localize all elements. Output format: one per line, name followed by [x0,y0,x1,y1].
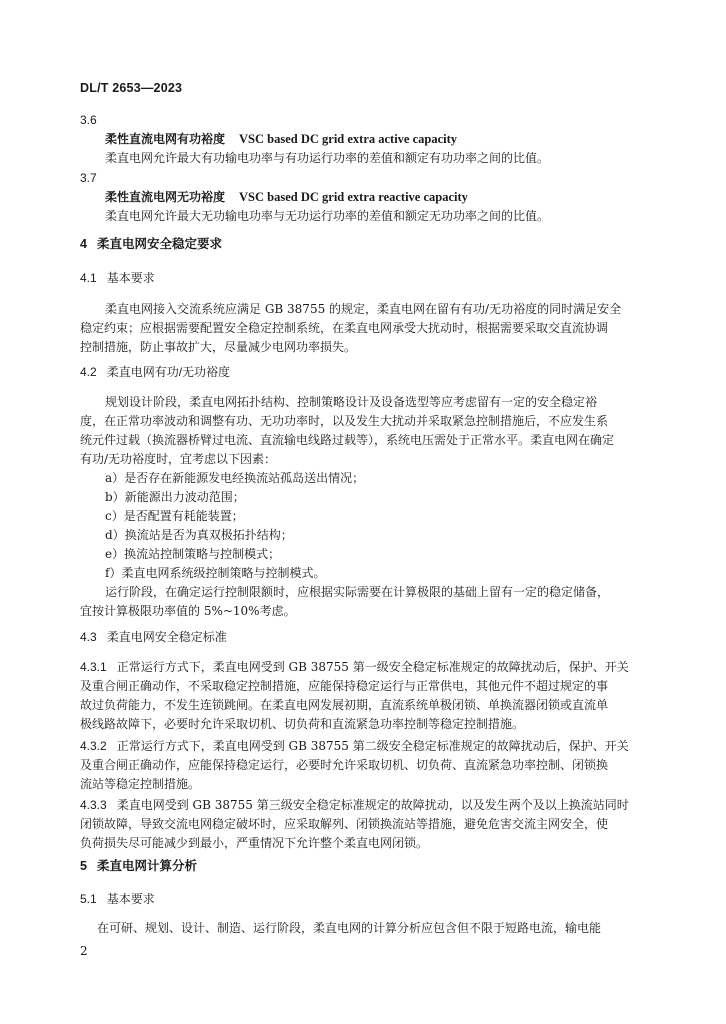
clause-3-6-number: 3.6 [80,113,97,127]
list-marker: c） [105,509,124,523]
section-4-2-heading [80,366,230,378]
section-5-number: 5 [80,859,87,873]
section-4-1-title: 基本要求 [106,271,155,285]
list-text: 是否配置有耗能装置； [123,509,244,523]
list-item [105,567,325,579]
list-text: 是否存在新能源发电经换流站孤岛送出情况； [124,471,365,485]
section-4-2-title: 柔直电网有功/无功裕度 [106,365,231,379]
section-4-2-line: 度，在正常功率波动和调整有功、无功功率时，以及发生大扰动并采取紧急控制措施后，不应发生系 [80,414,609,428]
list-text: 柔直电网系统级控制策略与控制模式。 [121,566,326,580]
clause-4-3-3-line: 负荷损失尽可能减少到最小，严重情况下允许整个柔直电网闭锁。 [80,836,429,850]
section-5-heading [80,860,197,873]
list-item [105,548,280,560]
section-4-1-line: 稳定约束；应根据需要配置安全稳定控制系统，在柔直电网承受大扰动时，根据需要采取交直流协调 [80,321,609,335]
section-4-2-line: 有功/无功裕度时，宜考虑以下因素： [80,452,277,466]
section-5-1-number: 5.1 [80,892,97,906]
clause-4-3-2-number: 4.3.2 [80,739,107,753]
section-4-heading [80,238,222,251]
term-cn-reactive-capacity: 柔性直流电网无功裕度 [105,190,226,204]
section-4-3-number: 4.3 [80,630,97,644]
clause-4-3-1-line: 极线路故障下，必要时允许采取切机、切负荷和直流紧急功率控制等稳定控制措施。 [80,717,525,731]
clause-3-7-definition: 柔直电网允许最大无功输电功率与无功运行功率的差值和额定无功功率之间的比值。 [105,209,550,223]
clause-4-3-3-text: 柔直电网受到 GB 38755 第三级安全稳定标准规定的故障扰动，以及发生两个及以上换流站同时 [116,798,629,812]
section-5-title: 柔直电网计算分析 [96,859,197,873]
list-marker: b） [105,490,125,504]
term-en-reactive-capacity: VSC based DC grid extra reactive capacity [239,190,468,204]
list-item [105,529,293,541]
clause-3-6-definition: 柔直电网允许最大有功输电功率与有功运行功率的差值和额定有功功率之间的比值。 [105,151,550,165]
section-4-3-title: 柔直电网安全稳定标准 [106,630,227,644]
list-marker: a） [105,471,125,485]
list-text: 换流站控制策略与控制模式； [124,547,281,561]
section-4-2-line: 统元件过载（换流器桥臂过电流、直流输电线路过载等），系统电压需处于正常水平。柔直电网在确定 [80,433,615,447]
section-5-1-heading [80,893,155,905]
section-5-1-line: 在可研、规划、设计、制造、运行阶段，柔直电网的计算分析应包含但不限于短路电流，输电能 [97,921,602,935]
list-marker: e） [105,547,125,561]
clause-3-6-term [105,133,457,146]
clause-4-3-2-line [80,740,629,752]
clause-4-3-2-line: 流站等稳定控制措施。 [80,777,201,791]
clause-4-3-3-line: 闭锁故障，导致交流电网稳定破坏时，应采取解列、闭锁换流站等措施，避免危害交流主网安全，使 [80,817,609,831]
term-cn-active-capacity: 柔性直流电网有功裕度 [105,132,226,146]
section-4-2-line: 规划设计阶段，柔直电网拓扑结构、控制策略设计及设备选型等应考虑留有一定的安全稳定裕 [105,395,598,409]
list-item [105,510,244,522]
section-4-title: 柔直电网安全稳定要求 [96,237,222,251]
clause-4-3-1-text: 正常运行方式下，柔直电网受到 GB 38755 第一级安全稳定标准规定的故障扰动后，保护、开关 [116,660,629,674]
list-item [105,472,364,484]
section-4-1-number: 4.1 [80,271,97,285]
section-4-2-after-line: 运行阶段，在确定运行控制限额时，应根据实际需要在计算极限的基础上留有一定的稳定储备， [105,585,610,599]
section-4-1-line: 控制措施，防止事故扩大，尽量减少电网功率损失。 [80,340,357,354]
clause-4-3-3-line [80,799,629,811]
list-marker: d） [105,528,125,542]
clause-3-7-term [105,191,468,204]
clause-4-3-1-number: 4.3.1 [80,660,107,674]
list-marker: f） [105,566,122,580]
section-5-1-title: 基本要求 [106,892,155,906]
clause-4-3-1-line: 故过负荷能力，不发生连锁跳闸。在柔直电网发展初期，直流系统单极闭锁、单换流器闭锁或直流单 [80,698,609,712]
clause-4-3-3-number: 4.3.3 [80,798,107,812]
clause-4-3-1-line [80,661,629,673]
section-4-1-line: 柔直电网接入交流系统应满足 GB 38755 的规定，柔直电网在留有有功/无功裕度的同时满足安全 [105,302,622,316]
term-en-active-capacity: VSC based DC grid extra active capacity [239,132,458,146]
clause-4-3-2-text: 正常运行方式下，柔直电网受到 GB 38755 第二级安全稳定标准规定的故障扰动后，保护、开关 [116,739,629,753]
clause-4-3-1-line: 及重合闸正确动作，不采取稳定控制措施，应能保持稳定运行与正常供电，其他元件不超过规定的事 [80,679,609,693]
section-4-number: 4 [80,237,87,251]
section-4-2-after-line: 宜按计算极限功率值的 5%~10%考虑。 [80,604,296,618]
section-4-1-heading [80,272,155,284]
list-text: 换流站是否为真双极拓扑结构； [124,528,293,542]
section-4-2-number: 4.2 [80,365,97,379]
page-number: 2 [80,944,88,958]
document-code: DL/T 2653—2023 [80,81,183,95]
clause-4-3-2-line: 及重合闸正确动作，应能保持稳定运行，必要时允许采取切机、切负荷、直流紧急功率控制、闭锁换 [80,758,609,772]
clause-3-7-number: 3.7 [80,171,97,185]
list-item [105,491,245,503]
section-4-3-heading [80,631,227,643]
list-text: 新能源出力波动范围； [124,490,245,504]
